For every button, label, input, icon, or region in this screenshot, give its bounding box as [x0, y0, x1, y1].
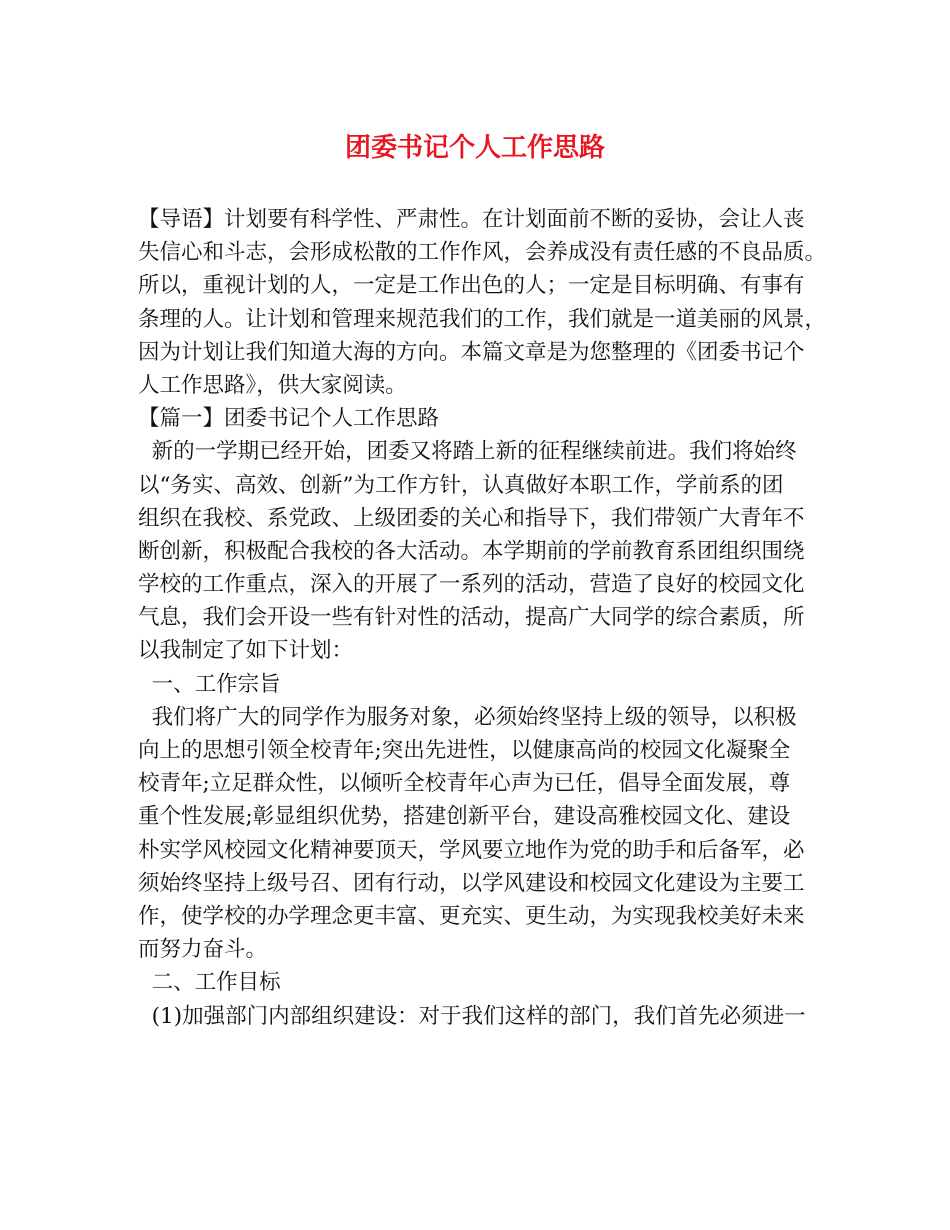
document-title: 团委书记个人工作思路: [344, 133, 605, 163]
paragraph-line: 因为计划让我们知道大海的方向。本篇文章是为您整理的《团委书记个: [138, 339, 805, 365]
paragraph-line: 朴实学风校园文化精神要顶天，学风要立地作为党的助手和后备军，必: [138, 837, 805, 863]
paragraph-line: (1)加强部门内部组织建设：对于我们这样的部门，我们首先必须进一: [138, 1003, 806, 1029]
paragraph-line: 我们将广大的同学作为服务对象，必须始终坚持上级的领导，以积极: [138, 704, 797, 730]
paragraph-line: 断创新，积极配合我校的各大活动。本学期前的学前教育系团组织围绕: [138, 538, 805, 564]
paragraph-line: 所以，重视计划的人，一定是工作出色的人；一定是目标明确、有事有: [138, 273, 805, 299]
document-body: [138, 203, 827, 1033]
paragraph-line: 失信心和斗志，会形成松散的工作作风，会养成没有责任感的不良品质。: [138, 240, 827, 266]
paragraph-line: 以我制定了如下计划：: [138, 638, 354, 664]
paragraph-line: 组织在我校、系党政、上级团委的关心和指导下，我们带领广大青年不: [138, 505, 805, 531]
paragraph-line: 气息，我们会开设一些有针对性的活动，提高广大同学的综合素质，所: [138, 605, 805, 631]
section-heading: 【篇一】团委书记个人工作思路: [138, 406, 440, 432]
paragraph-line: 作，使学校的办学理念更丰富、更充实、更生动，为实现我校美好未来: [138, 903, 805, 929]
paragraph-line: 向上的思想引领全校青年;突出先进性，以健康高尚的校园文化凝聚全: [138, 738, 791, 763]
paragraph-line: 人工作思路》，供大家阅读。: [138, 372, 407, 398]
paragraph-line: 校青年;立足群众性，以倾听全校青年心声为已任，倡导全面发展，尊: [138, 771, 791, 797]
paragraph-line: 重个性发展;彰显组织优势，搭建创新平台，建设高雅校园文化、建设: [138, 804, 791, 830]
paragraph-line: 而努力奋斗。: [138, 937, 268, 963]
paragraph-line: 【导语】计划要有科学性、严肃性。在计划面前不断的妥协，会让人丧: [138, 207, 805, 232]
paragraph-line: 须始终坚持上级号召、团有行动，以学风建设和校园文化建设为主要工: [138, 870, 805, 896]
paragraph-line: 新的一学期已经开始，团委又将踏上新的征程继续前进。我们将始终: [138, 439, 797, 465]
subsection-heading: 二、工作目标: [138, 970, 281, 996]
paragraph-line: 学校的工作重点，深入的开展了一系列的活动，营造了良好的校园文化: [138, 572, 805, 598]
paragraph-line: 以“务实、高效、创新”为工作方针，认真做好本职工作，学前系的团: [138, 472, 784, 498]
subsection-heading: 一、工作宗旨: [138, 671, 281, 697]
paragraph-line: 条理的人。让计划和管理来规范我们的工作，我们就是一道美丽的风景，: [138, 306, 827, 332]
